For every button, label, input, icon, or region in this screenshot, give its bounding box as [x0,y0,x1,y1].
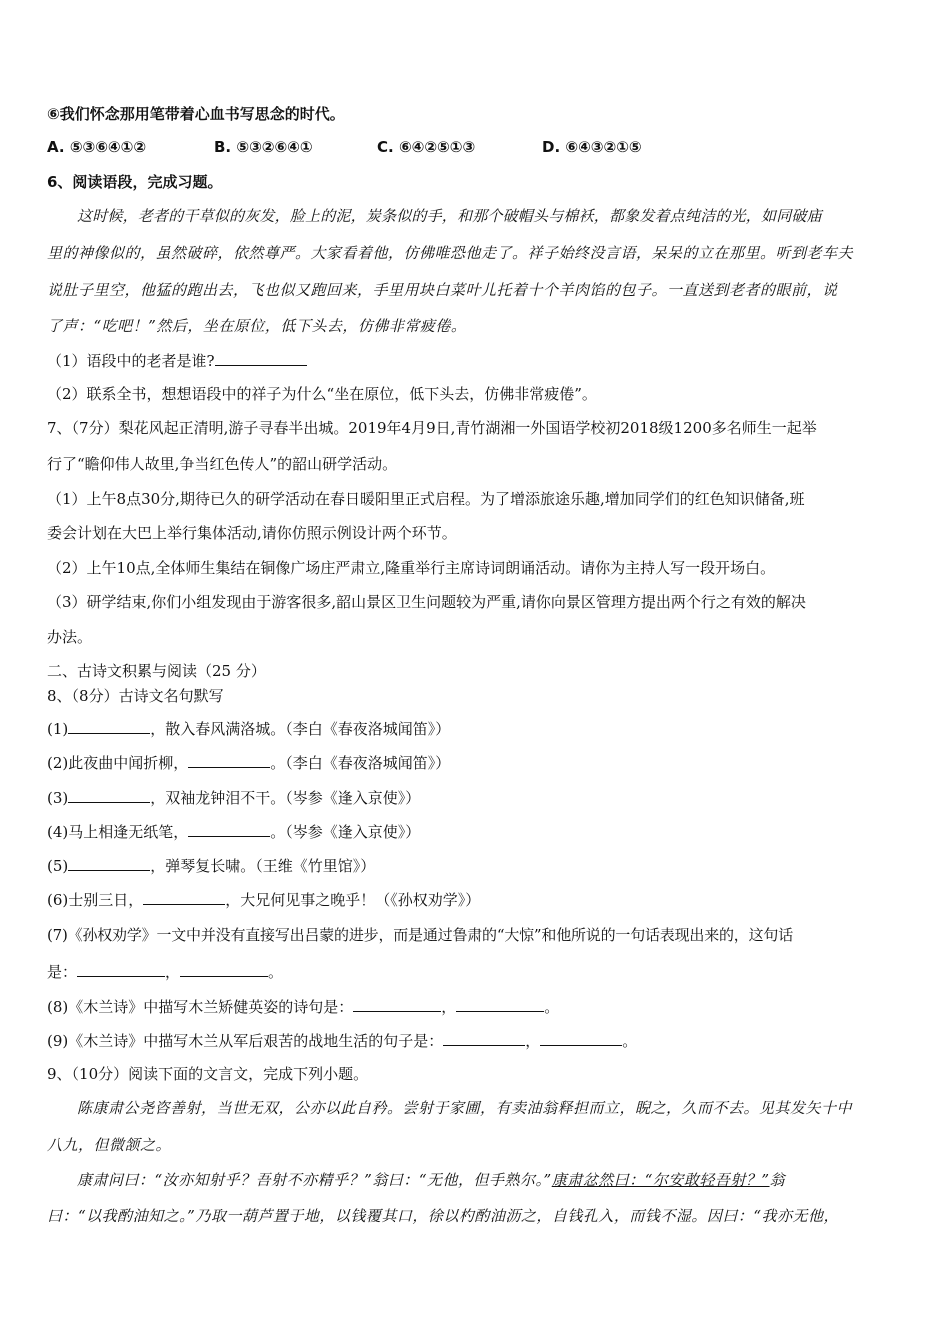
answer-blank[interactable] [540,1031,622,1046]
q6-title: 6、阅读语段，完成习题。 [47,173,223,191]
q8-item-9: (9)《木兰诗》中描写木兰从军后艰苦的战地生活的句子是： ， 。 [47,1032,638,1050]
q9-paragraph-2b: 曰：“以我酌油知之。”乃取一葫芦置于地，以钱覆其口，徐以杓酌油沥之，自钱孔入，而钱不湿。因曰：“我亦无他， [47,1207,840,1225]
option-c: C. ⑥④②⑤①③ [377,138,476,156]
answer-blank[interactable] [353,997,441,1012]
q6-question-2: （2）联系全书，想想语段中的祥子为什么“坐在原位，低下头去，仿佛非常疲倦”。 [47,385,597,403]
answer-blank[interactable] [143,890,225,905]
q6-question-1: （1）语段中的老者是谁? [47,351,910,371]
q7-line-2: 行了“瞻仰伟人故里,争当红色传人”的韶山研学活动。 [47,455,398,473]
answer-blank[interactable] [68,719,150,734]
answer-blank[interactable] [188,822,270,837]
q9-title: 9、（10分）阅读下面的文言文，完成下列小题。 [47,1065,369,1083]
q7-question-3a: （3）研学结束,你们小组发现由于游客很多,韶山景区卫生问题较为严重,请你向景区管理方提出两个行之有效的解决 [47,593,806,611]
answer-blank[interactable] [180,962,268,977]
answer-blank[interactable] [443,1031,525,1046]
q8-item-5: (5) ，弹琴复长啸。（王维《竹里馆》） [47,857,376,875]
q8-item-8: (8)《木兰诗》中描写木兰矫健英姿的诗句是： ， 。 [47,998,560,1016]
answer-blank[interactable] [215,351,307,366]
q7-question-1b: 委会计划在大巴上举行集体活动,请你仿照示例设计两个环节。 [47,524,457,542]
answer-blank[interactable] [456,997,544,1012]
q6-passage-line: 说肚子里空，他猛的跑出去，飞也似又跑回来，手里用块白菜叶儿托着十个羊肉馅的包子。一直送到老者的眼前，说 [47,281,838,299]
q5-item-6: ⑥我们怀念那用笔带着心血书写思念的时代。 [47,105,345,123]
q7-line-1: 7、（7分）梨花风起正清明,游子寻春半出城。2019年4月9日,青竹湖湘一外国语学校初2018级1200多名师生一起举 [47,419,817,437]
underlined-sentence: 康肃忿然曰：“尔安敢轻吾射？” [551,1171,770,1189]
option-a: A. ⑤③⑥④①② [47,138,147,156]
q8-item-2: (2)此夜曲中闻折柳， 。（李白《春夜洛城闻笛》） [47,754,451,772]
option-d: D. ⑥④③②①⑤ [542,138,642,156]
answer-blank[interactable] [188,753,270,768]
q8-item-6: (6)士别三日， ，大兄何见事之晚乎！（《孙权劝学》） [47,891,481,909]
answer-blank[interactable] [68,788,150,803]
q8-item-4: (4)马上相逢无纸笔， 。（岑参《逢入京使》） [47,823,421,841]
option-b: B. ⑤③②⑥④① [214,138,313,156]
answer-blank[interactable] [77,962,165,977]
answer-blank[interactable] [68,856,150,871]
q7-question-2: （2）上午10点,全体师生集结在铜像广场庄严肃立,隆重举行主席诗词朗诵活动。请你为主持人写一段开场白。 [47,559,776,577]
q6-passage-line: 里的神像似的，虽然破碎，依然尊严。大家看着他，仿佛唯恐他走了。祥子始终没言语，呆呆的立在那里。听到老车夫 [47,244,854,262]
q8-item-7b: 是： ， 。 [47,963,284,981]
q8-item-7a: (7)《孙权劝学》一文中并没有直接写出吕蒙的进步，而是通过鲁肃的“大惊”和他所说的一句话表现出来的，这句话 [47,926,793,944]
q9-paragraph-1a: 陈康肃公尧咨善射，当世无双，公亦以此自矜。尝射于家圃，有卖油翁释担而立，睨之，久而不去。见其发矢十中 [77,1099,853,1117]
section-heading: 二、古诗文积累与阅读（25 分） [47,662,266,680]
q7-question-1a: （1）上午8点30分,期待已久的研学活动在春日暖阳里正式启程。为了增添旅途乐趣,增加同学们的红色知识储备,班 [47,490,805,508]
q7-question-3b: 办法。 [47,628,93,646]
q8-item-1: (1) ，散入春风满洛城。（李白《春夜洛城闻笛》） [47,720,451,738]
q6-passage-line: 了声：“吃吧！”然后，坐在原位，低下头去，仿佛非常疲倦。 [47,317,467,335]
q8-title: 8、（8分）古诗文名句默写 [47,687,224,705]
q6-passage-line: 这时候，老者的干草似的灰发，脸上的泥，炭条似的手，和那个破帽头与棉袄，都象发着点纯洁的光，如同破庙 [77,207,822,225]
q8-item-3: (3) ，双袖龙钟泪不干。（岑参《逢入京使》） [47,789,421,807]
q9-paragraph-2a: 康肃问曰：“汝亦知射乎？吾射不亦精乎？”翁曰：“无他，但手熟尔。”康肃忿然曰：“尔安敢轻吾射？”翁 [77,1171,786,1189]
q5-options [47,137,910,157]
q9-paragraph-1b: 八九，但微颔之。 [47,1136,172,1154]
